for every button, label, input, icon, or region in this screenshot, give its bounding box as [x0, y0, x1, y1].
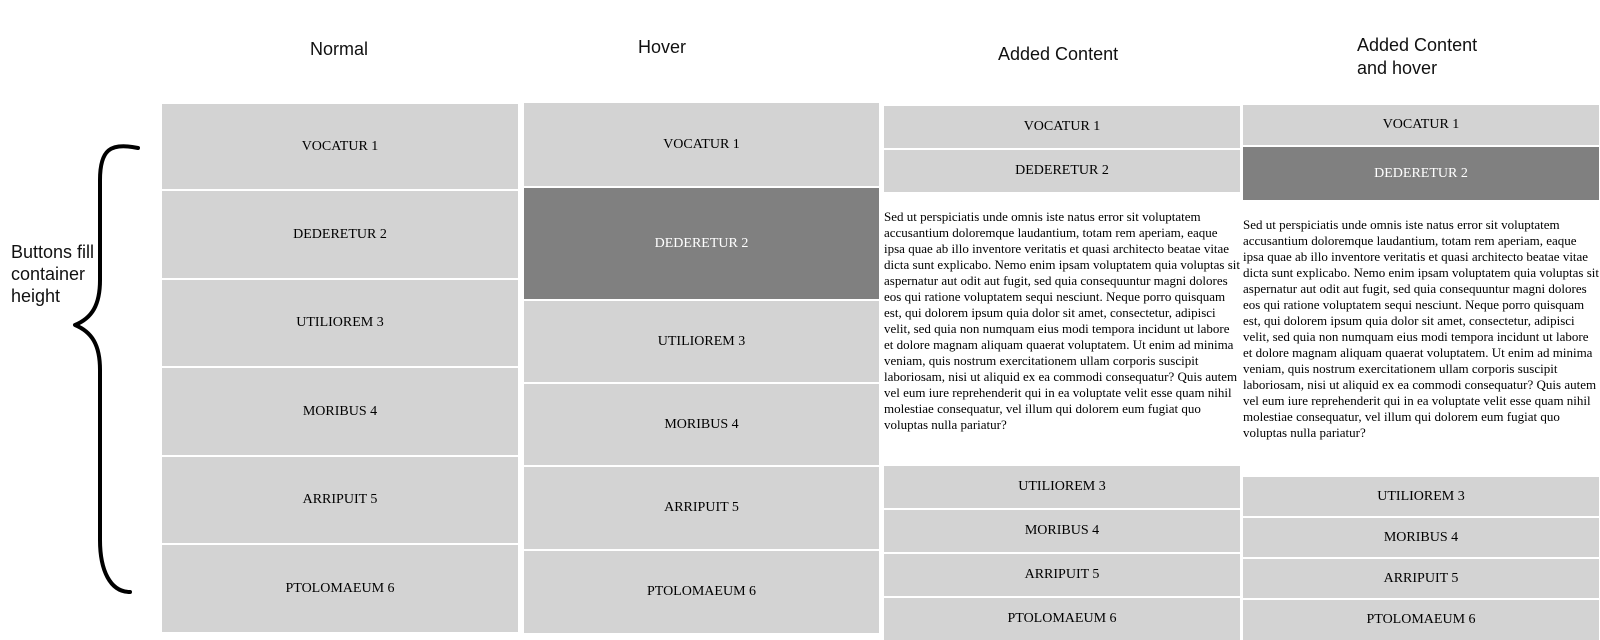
- heading-line-1: Added Content: [1357, 35, 1478, 55]
- button-utiliorem-3[interactable]: UTILIOREM 3: [1243, 477, 1599, 516]
- annotation-line-2: container: [11, 264, 86, 284]
- button-ptolomaeum-6[interactable]: PTOLOMAEUM 6: [162, 545, 518, 632]
- button-vocatur-1[interactable]: VOCATUR 1: [1243, 105, 1599, 145]
- button-moribus-4[interactable]: MORIBUS 4: [162, 368, 518, 455]
- button-dederetur-2-hovered[interactable]: DEDERETUR 2: [524, 188, 879, 299]
- button-arripuit-5[interactable]: ARRIPUIT 5: [524, 467, 879, 549]
- button-arripuit-5[interactable]: ARRIPUIT 5: [884, 554, 1240, 596]
- button-vocatur-1[interactable]: VOCATUR 1: [524, 103, 879, 186]
- column-normal: [162, 104, 518, 632]
- button-dederetur-2-hovered[interactable]: DEDERETUR 2: [1243, 147, 1599, 200]
- column-hover: [524, 103, 879, 633]
- button-utiliorem-3[interactable]: UTILIOREM 3: [884, 466, 1240, 508]
- added-content: [1243, 202, 1599, 475]
- button-ptolomaeum-6[interactable]: PTOLOMAEUM 6: [524, 551, 879, 633]
- button-moribus-4[interactable]: MORIBUS 4: [884, 510, 1240, 552]
- curly-brace-icon: [70, 140, 142, 600]
- heading-line-2: and hover: [1357, 58, 1438, 78]
- content-paragraph: Sed ut perspiciatis unde omnis iste natus error sit voluptatem accusantium doloremque laudantium, totam rem aperiam, eaque ipsa quae ab illo inventore veritatis et quasi architecto beatae vitae dicta sunt explicabo. Nemo enim ipsam voluptatem quia voluptas sit aspernatur aut odit aut fugit, sed quia consequuntur magni dolores eos qui ratione voluptatem sequi nesciunt. Neque porro quisquam est, qui dolorem ipsum quia dolor sit amet, consectetur, adipisci velit, sed quia non numquam eius modi tempora incidunt ut labore et dolore magnam aliquam quaerat voluptatem. Ut enim ad minima veniam, quis nostrum exercitationem ullam corporis suscipit laboriosam, nisi ut aliquid ex ea commodi consequatur? Quis autem vel eum iure reprehenderit qui in ea voluptate velit esse quam nihil molestiae consequatur, vel illum qui dolorem eum fugiat quo voluptas nulla pariatur?: [1243, 217, 1599, 440]
- button-moribus-4[interactable]: MORIBUS 4: [524, 384, 879, 465]
- added-content: [884, 194, 1240, 464]
- button-ptolomaeum-6[interactable]: PTOLOMAEUM 6: [884, 598, 1240, 640]
- content-paragraph: Sed ut perspiciatis unde omnis iste natus error sit voluptatem accusantium doloremque laudantium, totam rem aperiam, eaque ipsa quae ab illo inventore veritatis et quasi architecto beatae vitae dicta sunt explicabo. Nemo enim ipsam voluptatem quia voluptas sit aspernatur aut odit aut fugit, sed quia consequuntur magni dolores eos qui ratione voluptatem sequi nesciunt. Neque porro quisquam est, qui dolorem ipsum quia dolor sit amet, consectetur, adipisci velit, sed quia non numquam eius modi tempora incidunt ut labore et dolore magnam aliquam quaerat voluptatem. Ut enim ad minima veniam, quis nostrum exercitationem ullam corporis suscipit laboriosam, nisi ut aliquid ex ea commodi consequatur? Quis autem vel eum iure reprehenderit qui in ea voluptate velit esse quam nihil molestiae consequatur, vel illum qui dolorem eum fugiat quo voluptas nulla pariatur?: [884, 209, 1240, 432]
- heading-added-content-hover: [1357, 34, 1477, 80]
- button-ptolomaeum-6[interactable]: PTOLOMAEUM 6: [1243, 600, 1599, 640]
- button-utiliorem-3[interactable]: UTILIOREM 3: [162, 280, 518, 366]
- button-arripuit-5[interactable]: ARRIPUIT 5: [162, 457, 518, 543]
- heading-normal: Normal: [310, 39, 369, 59]
- heading-hover: Hover: [638, 37, 687, 57]
- annotation-line-1: Buttons fill: [11, 242, 95, 262]
- button-dederetur-2[interactable]: DEDERETUR 2: [884, 150, 1240, 192]
- heading-added-content: Added Content: [998, 44, 1119, 64]
- button-utiliorem-3[interactable]: UTILIOREM 3: [524, 301, 879, 382]
- button-moribus-4[interactable]: MORIBUS 4: [1243, 518, 1599, 557]
- button-vocatur-1[interactable]: VOCATUR 1: [884, 106, 1240, 148]
- annotation-line-3: height: [11, 286, 61, 306]
- button-dederetur-2[interactable]: DEDERETUR 2: [162, 191, 518, 278]
- column-added-content-hover: [1243, 105, 1599, 640]
- column-added-content: [884, 106, 1240, 640]
- button-arripuit-5[interactable]: ARRIPUIT 5: [1243, 559, 1599, 598]
- button-vocatur-1[interactable]: VOCATUR 1: [162, 104, 518, 189]
